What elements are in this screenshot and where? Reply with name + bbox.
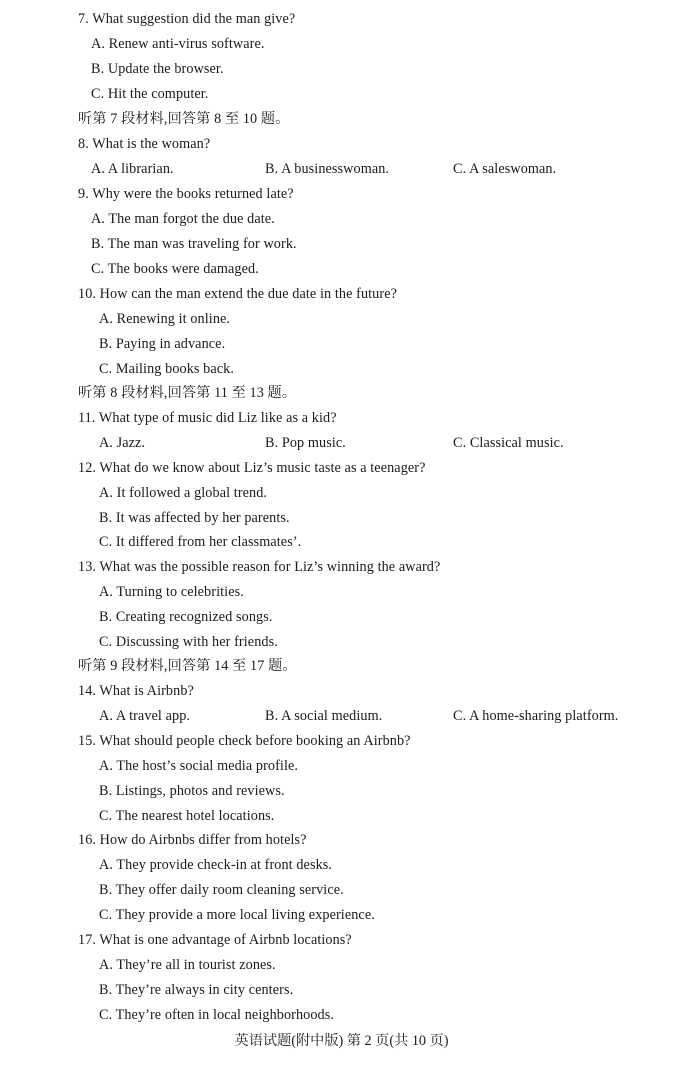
question-16-stem: 16. How do Airbnbs differ from hotels?	[78, 832, 307, 848]
question-8-option-b: B. A businesswoman.	[265, 161, 390, 177]
section-heading-9: 听第 9 段材料,回答第 14 至 17 题。	[78, 658, 297, 674]
question-10-option-a: A. Renewing it online.	[99, 311, 231, 327]
question-13-option-a: A. Turning to celebrities.	[99, 584, 244, 600]
question-16-option-c: C. They provide a more local living experience.	[99, 907, 375, 923]
question-15-stem: 15. What should people check before booking an Airbnb?	[78, 733, 411, 749]
question-11-option-b: B. Pop music.	[265, 435, 346, 451]
question-14-option-c: C. A home-sharing platform.	[453, 708, 619, 724]
question-12-stem: 12. What do we know about Liz’s music taste as a teenager?	[78, 460, 426, 476]
question-17-option-a: A. They’re all in tourist zones.	[99, 957, 276, 973]
section-heading-7: 听第 7 段材料,回答第 8 至 10 题。	[78, 111, 290, 127]
page-footer: 英语试题(附中版) 第 2 页(共 10 页)	[234, 1033, 449, 1049]
section-heading-8: 听第 8 段材料,回答第 11 至 13 题。	[78, 385, 297, 401]
question-16-option-a: A. They provide check-in at front desks.	[99, 857, 333, 873]
question-9-option-c: C. The books were damaged.	[91, 261, 259, 277]
question-11-stem: 11. What type of music did Liz like as a kid?	[78, 410, 337, 426]
question-7-option-b: B. Update the browser.	[91, 61, 224, 77]
question-11-option-a: A. Jazz.	[99, 435, 146, 451]
question-14-stem: 14. What is Airbnb?	[78, 683, 194, 699]
question-13-stem: 13. What was the possible reason for Liz’s winning the award?	[78, 559, 441, 575]
question-17-stem: 17. What is one advantage of Airbnb locations?	[78, 932, 352, 948]
question-7-option-c: C. Hit the computer.	[91, 86, 209, 102]
question-12-option-a: A. It followed a global trend.	[99, 485, 268, 501]
question-16-option-b: B. They offer daily room cleaning service.	[99, 882, 344, 898]
question-7-option-a: A. Renew anti-virus software.	[91, 36, 265, 52]
question-14-option-b: B. A social medium.	[265, 708, 383, 724]
question-8-stem: 8. What is the woman?	[78, 136, 211, 152]
question-17-option-c: C. They’re often in local neighborhoods.	[99, 1007, 335, 1023]
question-8-option-c: C. A saleswoman.	[453, 161, 557, 177]
question-14-option-a: A. A travel app.	[99, 708, 191, 724]
question-9-option-a: A. The man forgot the due date.	[91, 211, 275, 227]
question-13-option-b: B. Creating recognized songs.	[99, 609, 273, 625]
question-9-option-b: B. The man was traveling for work.	[91, 236, 297, 252]
question-10-stem: 10. How can the man extend the due date in the future?	[78, 286, 397, 302]
question-12-option-c: C. It differed from her classmates’.	[99, 534, 302, 550]
question-17-option-b: B. They’re always in city centers.	[99, 982, 294, 998]
question-12-option-b: B. It was affected by her parents.	[99, 510, 290, 526]
question-11-option-c: C. Classical music.	[453, 435, 564, 451]
question-8-option-a: A. A librarian.	[91, 161, 174, 177]
question-7-stem: 7. What suggestion did the man give?	[78, 11, 296, 27]
question-10-option-b: B. Paying in advance.	[99, 336, 226, 352]
question-15-option-c: C. The nearest hotel locations.	[99, 808, 275, 824]
question-15-option-b: B. Listings, photos and reviews.	[99, 783, 285, 799]
question-9-stem: 9. Why were the books returned late?	[78, 186, 294, 202]
question-13-option-c: C. Discussing with her friends.	[99, 634, 278, 650]
question-15-option-a: A. The host’s social media profile.	[99, 758, 299, 774]
question-10-option-c: C. Mailing books back.	[99, 361, 234, 377]
